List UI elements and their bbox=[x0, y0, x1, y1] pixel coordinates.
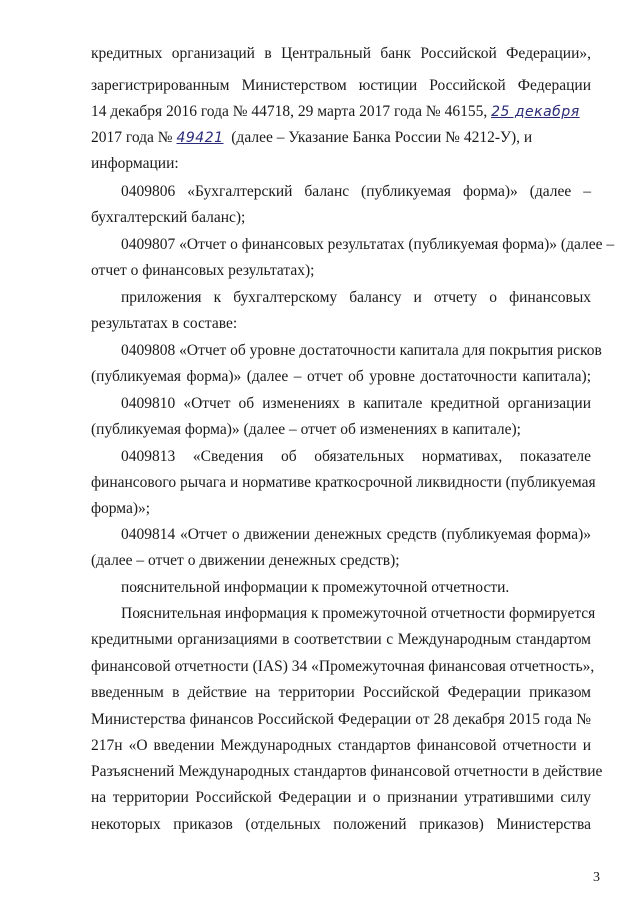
text-line-with-handwriting bbox=[91, 126, 591, 150]
list-item-line: 0409806 «Бухгалтерский баланс (публикуемая форма)» (далее – bbox=[121, 183, 591, 200]
list-item-line: приложения к бухгалтерскому балансу и отчету о финансовых bbox=[121, 289, 591, 306]
list-item-line: 0409814 «Отчет о движении денежных средств (публикуемая форма)» bbox=[121, 526, 591, 543]
list-item-line: 0409810 «Отчет об изменениях в капитале кредитной организации bbox=[121, 395, 591, 412]
text-line: кредитными организациями в соответствии с Международным стандартом bbox=[91, 631, 591, 648]
text-fragment: 2017 года № bbox=[91, 129, 173, 146]
text-line: информации: bbox=[91, 155, 179, 172]
paragraph-first-line: Пояснительная информация к промежуточной отчетности формируется bbox=[121, 605, 596, 622]
text-line: Министерства финансов Российской Федерации от 28 декабря 2015 года № bbox=[91, 711, 591, 728]
text-fragment: (далее – Указание Банка России № 4212-У), и bbox=[231, 129, 533, 146]
list-item-line: 0409808 «Отчет об уровне достаточности капитала для покрытия рисков bbox=[121, 342, 602, 359]
text-line: на территории Российской Федерации и о признании утратившими силу bbox=[91, 789, 591, 806]
text-line-with-handwriting bbox=[91, 100, 591, 124]
list-item-line: пояснительной информации к промежуточной отчетности. bbox=[121, 579, 510, 596]
text-line: 217н «О введении Международных стандартов финансовой отчетности и bbox=[91, 737, 591, 754]
handwritten-number: 49421 bbox=[176, 130, 224, 146]
text-line: форма)»; bbox=[91, 500, 151, 517]
text-line: (публикуемая форма)» (далее – отчет об уровне достаточности капитала); bbox=[91, 368, 591, 385]
text-line: финансового рычага и нормативе краткосрочной ликвидности (публикуемая bbox=[91, 474, 596, 491]
text-line: результатах в составе: bbox=[91, 315, 238, 332]
text-line: кредитных организаций в Центральный банк Российской Федерации», bbox=[91, 45, 591, 62]
text-line: некоторых приказов (отдельных положений приказов) Министерства bbox=[91, 816, 591, 833]
text-fragment: 14 декабря 2016 года № 44718, 29 марта 2017 года № 46155, bbox=[91, 103, 488, 120]
text-line: зарегистрированным Министерством юстиции Российской Федерации bbox=[91, 77, 591, 94]
text-line: отчет о финансовых результатах); bbox=[91, 262, 315, 279]
list-item-line: 0409807 «Отчет о финансовых результатах (публикуемая форма)» (далее – bbox=[121, 236, 615, 253]
text-line: Разъяснений Международных стандартов финансовой отчетности в действие bbox=[91, 763, 603, 780]
page-number: 3 bbox=[593, 870, 600, 885]
text-line: введенным в действие на территории Российской Федерации приказом bbox=[91, 684, 591, 701]
text-line: финансовой отчетности (IAS) 34 «Промежуточная финансовая отчетность», bbox=[91, 658, 595, 675]
text-line: бухгалтерский баланс); bbox=[91, 209, 246, 226]
text-line: (далее – отчет о движении денежных средств); bbox=[91, 552, 400, 569]
text-line: (публикуемая форма)» (далее – отчет об изменениях в капитале); bbox=[91, 421, 521, 438]
handwritten-date: 25 декабря bbox=[491, 104, 580, 120]
list-item-line: 0409813 «Сведения об обязательных нормативах, показателе bbox=[121, 448, 591, 465]
